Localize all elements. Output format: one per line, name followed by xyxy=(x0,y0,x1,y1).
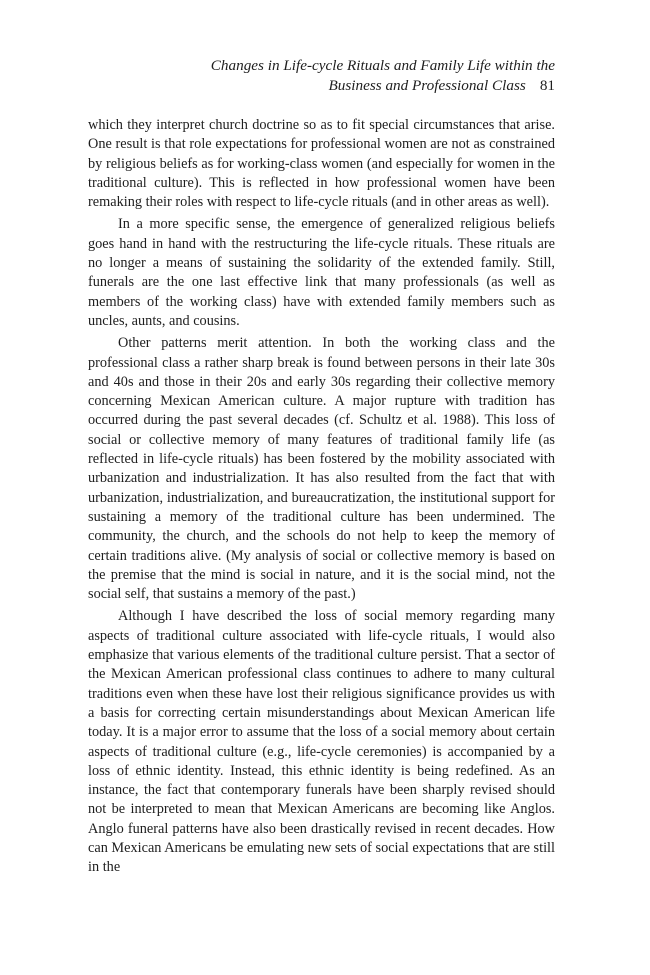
paragraph-4: Although I have described the loss of social memory regarding many aspects of traditional culture associated with life-cycle rituals, I would also emphasize that various elements of the traditional culture persist. That a sector of the Mexican American professional class continues to adhere to many cultural traditions even when these have lost their religious significance provides us with a basis for correcting certain misunderstandings about Mexican American life today. It is a major error to assume that the loss of a social memory about certain aspects of traditional culture (e.g., life-cycle ceremonies) is accompanied by a loss of ethnic identity. Instead, this ethnic identity is being redefined. As an instance, the fact that contemporary funerals have been sharply revised should not be interpreted to mean that Mexican Americans are becoming like Anglos. Anglo funeral patterns have also been drastically revised in recent decades. How can Mexican Americans be emulating new sets of social expectations that are still in the xyxy=(88,608,555,876)
paragraph-1: which they interpret church doctrine so as to fit special circumstances that arise. One result is that role expectations for professional women are not as constrained by religious beliefs as for working-class women (and especially for women in the traditional culture). This is reflected in how professional women have been remaking their roles with respect to life-cycle rituals (and in other areas as well). xyxy=(88,117,555,211)
header-title-line-1: Changes in Life-cycle Rituals and Family Life within the xyxy=(210,57,555,74)
header-title-line-2 xyxy=(88,76,555,96)
body-text xyxy=(88,116,555,878)
book-page xyxy=(88,56,555,878)
header-title-line-2-text: Business and Professional Class xyxy=(328,77,526,94)
page-number: 81 xyxy=(539,77,555,94)
running-header xyxy=(88,56,555,96)
paragraph-3: Other patterns merit attention. In both the working class and the professional class a rather sharp break is found between persons in their late 30s and 40s and those in their 20s and early 30s regarding their collective memory concerning Mexican American culture. A major rupture with tradition has occurred during the past several decades (cf. Schultz et al. 1988). This loss of social or collective memory of many features of traditional family life (as reflected in life-cycle rituals) has been fostered by the mobility associated with urbanization and industrialization. It has also resulted from the fact that with urbanization, industrialization, and bureaucratization, the institutional support for sustaining a memory of the traditional culture has been undermined. The community, the church, and the schools do not help to keep the memory of certain traditions alive. (My analysis of social or collective memory is based on the premise that the mind is social in nature, and it is the social mind, not the social self, that sustains a memory of the past.) xyxy=(88,335,555,603)
paragraph-2: In a more specific sense, the emergence of generalized religious beliefs goes hand in hand with the restructuring the life-cycle rituals. These rituals are no longer a means of sustaining the solidarity of the extended family. Still, funerals are the one last effective link that many professionals (as well as members of the working class) have with extended family members such as uncles, aunts, and cousins. xyxy=(88,216,555,329)
